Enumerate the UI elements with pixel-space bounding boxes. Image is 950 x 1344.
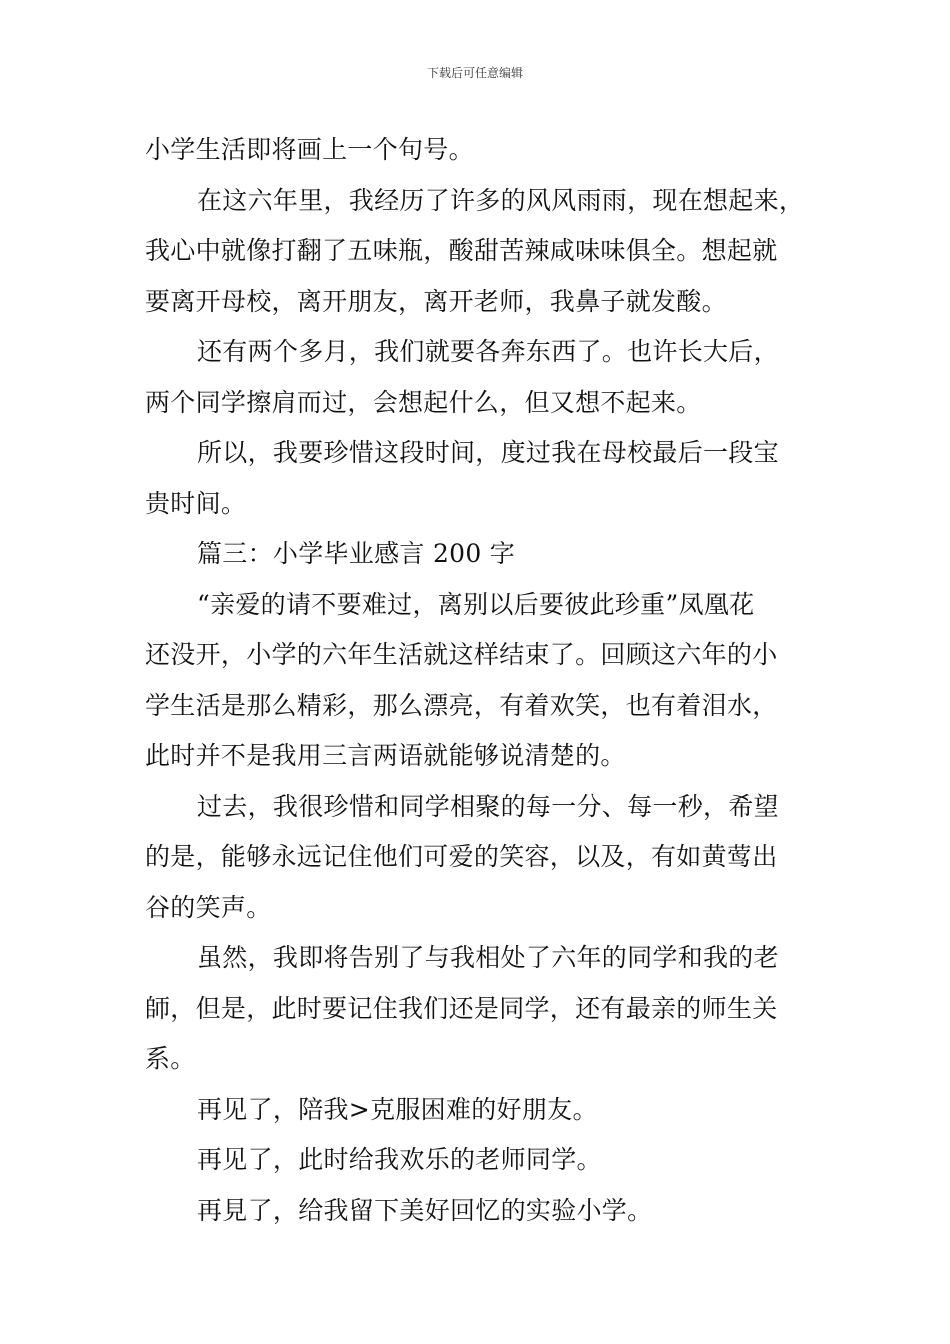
- text-line: 学生活是那么精彩，那么漂亮，有着欢笑，也有着泪水，: [145, 690, 778, 720]
- text-line: 贵时间。: [145, 488, 247, 518]
- text-line: 的是，能够永远记住他们可爱的笑容，以及，有如黄莺出: [145, 842, 778, 871]
- text-line: 在这六年里，我经历了许多的风风雨雨，现在想起来，: [197, 185, 805, 215]
- text-line: 还没开，小学的六年生活就这样结束了。回顾这六年的小: [145, 640, 778, 669]
- text-line: 谷的笑声。: [145, 892, 272, 922]
- text-line: 此时并不是我用三言两语就能够说清楚的。: [145, 741, 626, 770]
- text-line: 再見了，给我留下美好回忆的实验小学。: [197, 1195, 653, 1225]
- text-line: 師，但是，此时要记住我们还是同学，还有最亲的师生关: [145, 993, 778, 1023]
- section-heading: 篇三：小学毕业感言 200 字: [197, 539, 516, 568]
- text-line: 系。: [145, 1044, 196, 1073]
- text-line: “亲爱的请不要难过，离别以后要彼此珍重”凤凰花: [197, 589, 755, 619]
- text-line: 所以，我要珍惜这段时间，度过我在母校最后一段宝: [197, 438, 779, 467]
- text-line: 再见了，此时给我欢乐的老师同学。: [197, 1145, 602, 1174]
- text-line: 两个同学擦肩而过，会想起什么，但又想不起来。: [145, 387, 702, 417]
- text-line: 小学生活即将画上一个句号。: [145, 135, 474, 164]
- text-line: 过去，我很珍惜和同学相聚的每一分、每一秒，希望: [197, 791, 779, 821]
- text-line: 还有两个多月，我们就要各奔东西了。也许长大后，: [197, 337, 779, 366]
- text-line: 要离开母校，离开朋友，离开老师，我鼻子就发酸。: [145, 286, 727, 316]
- text-line: 再见了，陪我>克服困难的好朋友。: [197, 1094, 598, 1124]
- text-line: 虽然，我即将告别了与我相处了六年的同学和我的老: [197, 943, 779, 972]
- page-header: 下载后可任意编辑: [426, 66, 523, 80]
- document-body: [145, 125, 845, 1236]
- text-line: 我心中就像打翻了五味瓶，酸甜苦辣咸味味俱全。想起就: [145, 236, 778, 265]
